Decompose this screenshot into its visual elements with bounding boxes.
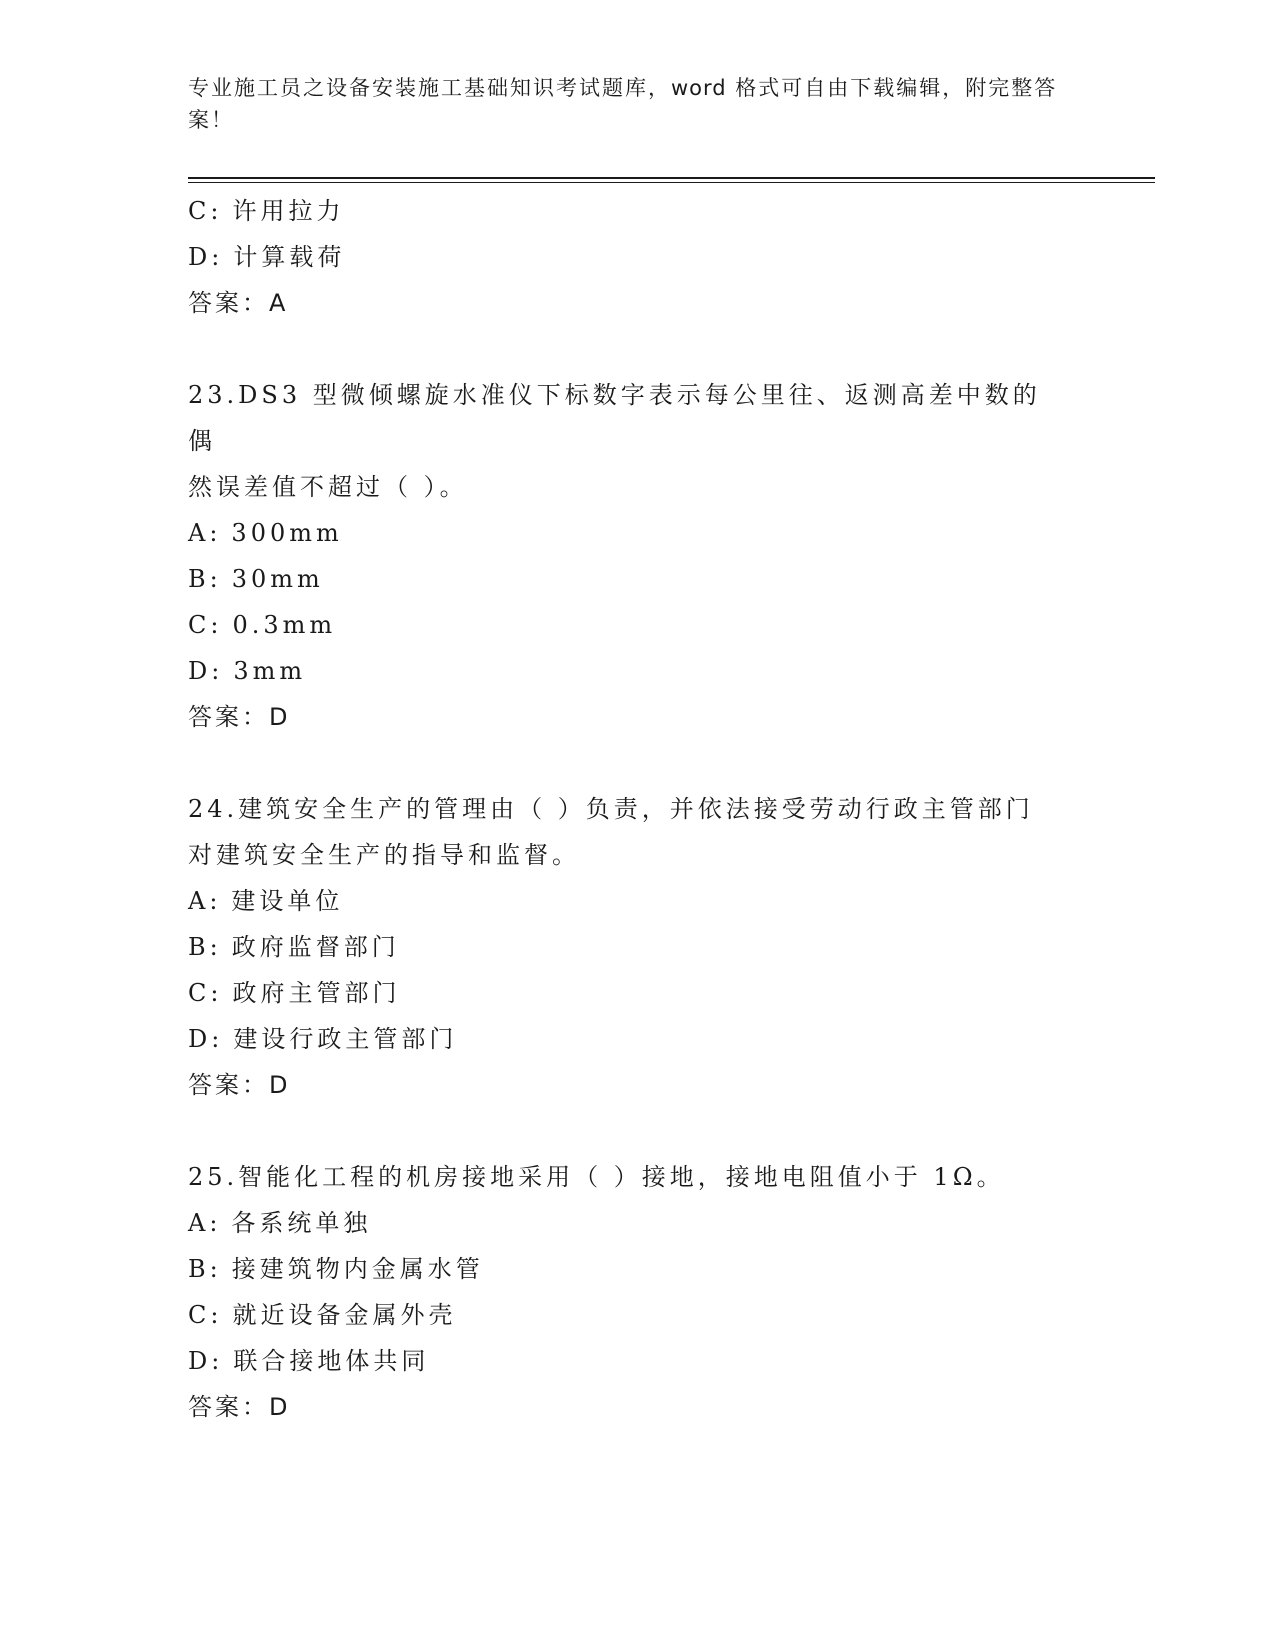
option-d xyxy=(188,648,1088,694)
option-text: 计算载荷 xyxy=(233,243,346,271)
option-text: 就近设备金属外壳 xyxy=(232,1301,457,1329)
answer-line: 答案：D xyxy=(188,1071,291,1099)
question-stem-line: 然误差值不超过（ ）。 xyxy=(188,473,468,501)
header-divider-thin xyxy=(188,182,1155,183)
option-text: 政府监督部门 xyxy=(231,933,400,961)
option-c xyxy=(188,1292,1088,1338)
option-d xyxy=(188,234,1088,280)
question-stem-line: 24.建筑安全生产的管理由（ ）负责，并依法接受劳动行政主管部门 xyxy=(188,795,1034,823)
option-text: 建设单位 xyxy=(231,887,344,915)
option-text: 联合接地体共同 xyxy=(233,1347,430,1375)
question-stem-line: 对建筑安全生产的指导和监督。 xyxy=(188,841,580,869)
option-b xyxy=(188,556,1088,602)
option-text: 3mm xyxy=(233,657,307,685)
option-a xyxy=(188,510,1088,556)
option-text: 0.3mm xyxy=(232,611,337,639)
document-body xyxy=(188,188,1088,1430)
header-divider-thick xyxy=(188,177,1155,179)
option-text: 300mm xyxy=(231,519,343,547)
answer-line: 答案：D xyxy=(188,1393,291,1421)
question-25 xyxy=(188,1154,1088,1430)
option-letter: D: xyxy=(188,1347,224,1375)
spacer xyxy=(188,326,1088,372)
option-letter: D: xyxy=(188,243,224,271)
option-d xyxy=(188,1016,1088,1062)
option-letter: C: xyxy=(188,611,223,639)
spacer xyxy=(188,1108,1088,1154)
option-letter: C: xyxy=(188,1301,223,1329)
question-23 xyxy=(188,372,1088,740)
question-24 xyxy=(188,786,1088,1108)
option-letter: B: xyxy=(188,1255,222,1283)
page-header xyxy=(188,72,1068,136)
answer-line: 答案：D xyxy=(188,703,291,731)
option-letter: D: xyxy=(188,1025,224,1053)
option-letter: D: xyxy=(188,657,224,685)
option-b xyxy=(188,924,1088,970)
question-stem-line: 23.DS3 型微倾螺旋水准仪下标数字表示每公里往、返测高差中数的偶 xyxy=(188,381,1041,455)
option-text: 许用拉力 xyxy=(232,197,345,225)
option-text: 接建筑物内金属水管 xyxy=(231,1255,484,1283)
option-a xyxy=(188,1200,1088,1246)
continued-question xyxy=(188,188,1088,326)
answer-line: 答案：A xyxy=(188,289,289,317)
header-text-word: word xyxy=(671,76,727,100)
option-text: 政府主管部门 xyxy=(232,979,401,1007)
header-text-part1: 专业施工员之设备安装施工基础知识考试题库， xyxy=(188,76,671,100)
spacer xyxy=(188,740,1088,786)
option-letter: A: xyxy=(188,519,222,547)
option-text: 建设行政主管部门 xyxy=(233,1025,458,1053)
option-text: 各系统单独 xyxy=(231,1209,372,1237)
option-d xyxy=(188,1338,1088,1384)
option-c xyxy=(188,188,1088,234)
option-letter: B: xyxy=(188,565,222,593)
option-letter: C: xyxy=(188,979,223,1007)
question-stem-line: 25.智能化工程的机房接地采用（ ）接地，接地电阻值小于 1Ω。 xyxy=(188,1163,1005,1191)
option-b xyxy=(188,1246,1088,1292)
header-text-part2: 格式可自由下载编辑，附完整答案！ xyxy=(188,76,1058,132)
option-c xyxy=(188,602,1088,648)
option-letter: B: xyxy=(188,933,222,961)
option-c xyxy=(188,970,1088,1016)
option-letter: C: xyxy=(188,197,223,225)
option-a xyxy=(188,878,1088,924)
option-letter: A: xyxy=(188,1209,222,1237)
option-text: 30mm xyxy=(231,565,324,593)
option-letter: A: xyxy=(188,887,222,915)
